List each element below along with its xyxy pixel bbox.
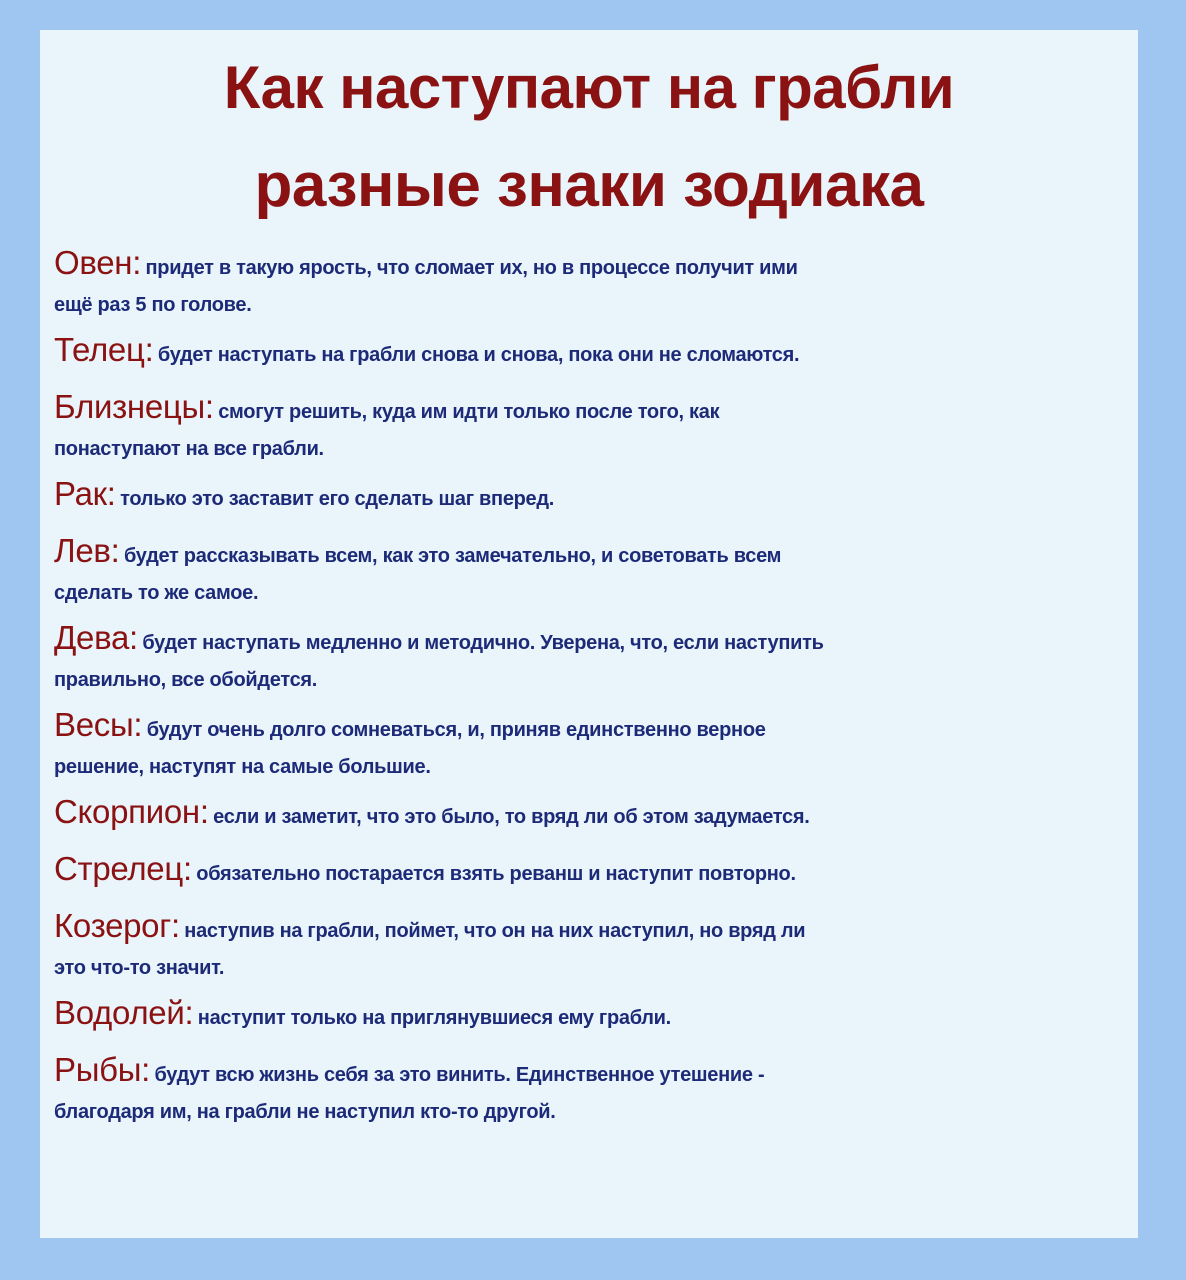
- title-line-2: разные знаки зодиака: [254, 151, 924, 220]
- entry-cancer: [54, 473, 1134, 522]
- entry-gemini: [54, 386, 1134, 465]
- sign-text-cont: сделать то же самое.: [54, 582, 259, 604]
- sign-text: наступит только на приглянувшиеся ему грабли.: [197, 1007, 671, 1029]
- sign-name: Близнецы:: [54, 388, 214, 425]
- title-line-1: Как наступают на грабли: [223, 54, 955, 121]
- sign-text: будет наступать на грабли снова и снова, пока они не сломаются.: [157, 344, 800, 366]
- entry-scorpio: [54, 791, 1134, 840]
- entry-virgo: [54, 617, 1134, 696]
- sign-text-cont: понаступают на все грабли.: [54, 438, 324, 460]
- sign-text: обязательно постарается взять реванш и наступит повторно.: [196, 863, 796, 885]
- sign-text-cont: благодаря им, на грабли не наступил кто-то другой.: [54, 1101, 556, 1123]
- sign-name: Весы:: [54, 706, 143, 743]
- entry-pisces: [54, 1049, 1134, 1128]
- sign-text: будет рассказывать всем, как это замечательно, и советовать всем: [123, 545, 782, 567]
- sign-text-cont: правильно, все обойдется.: [54, 669, 318, 691]
- sign-text-cont: решение, наступят на самые большие.: [54, 756, 431, 778]
- entry-aries: [54, 242, 1134, 321]
- sign-name: Скорпион:: [54, 793, 209, 830]
- sign-name: Рак:: [54, 475, 116, 512]
- entry-taurus: [54, 329, 1134, 378]
- sign-text: наступив на грабли, поймет, что он на них наступил, но вряд ли: [184, 920, 806, 942]
- sign-name: Стрелец:: [54, 850, 192, 887]
- sign-name: Лев:: [54, 532, 120, 569]
- sign-name: Дева:: [54, 619, 138, 656]
- entry-leo: [54, 530, 1134, 609]
- sign-name: Козерог:: [54, 907, 180, 944]
- entry-aquarius: [54, 992, 1134, 1041]
- entry-sagittarius: [54, 848, 1134, 897]
- sign-text: придет в такую ярость, что сломает их, но в процессе получит ими: [145, 257, 798, 279]
- sign-text-cont: это что-то значит.: [54, 957, 225, 979]
- zodiac-list: [54, 242, 1134, 1136]
- sign-name: Водолей:: [54, 994, 194, 1031]
- sign-text-cont: ещё раз 5 по голове.: [54, 294, 252, 316]
- sign-text: смогут решить, куда им идти только после того, как: [218, 401, 720, 423]
- sign-name: Рыбы:: [54, 1051, 151, 1088]
- entry-capricorn: [54, 905, 1134, 984]
- sign-text: будут очень долго сомневаться, и, приняв единственно верное: [146, 719, 766, 741]
- sign-text: только это заставит его сделать шаг вперед.: [120, 488, 555, 510]
- sign-text: будет наступать медленно и методично. Уверена, что, если наступить: [142, 632, 824, 654]
- poster-card: [40, 30, 1138, 1238]
- sign-text: если и заметит, что это было, то вряд ли об этом задумается.: [213, 806, 810, 828]
- sign-text: будут всю жизнь себя за это винить. Единственное утешение -: [154, 1064, 765, 1086]
- sign-name: Овен:: [54, 244, 142, 281]
- sign-name: Телец:: [54, 331, 154, 368]
- entry-libra: [54, 704, 1134, 783]
